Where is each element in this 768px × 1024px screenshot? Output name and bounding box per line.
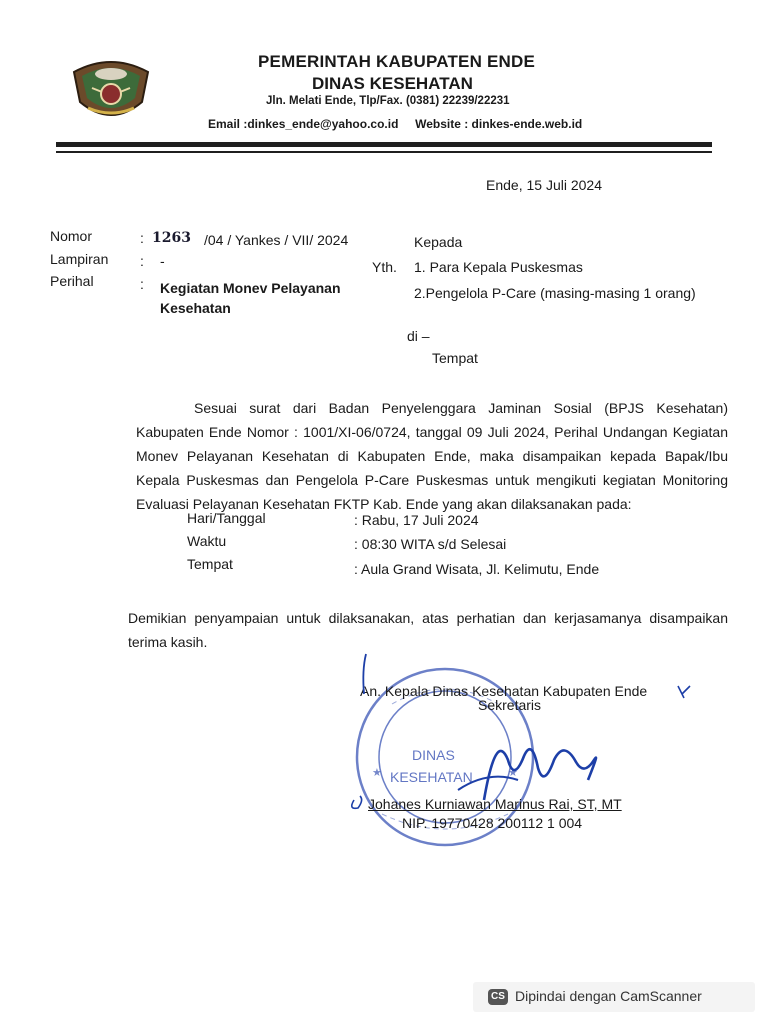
perihal-colon: : bbox=[140, 276, 144, 292]
signature-subtitle: Sekretaris bbox=[478, 697, 542, 713]
signature-title: An. Kepala Dinas Kesehatan Kabupaten Ende bbox=[360, 683, 648, 699]
di-label: di – bbox=[407, 328, 430, 344]
body-paragraph-text: Sesuai surat dari Badan Penyelenggara Jaminan Sosial (BPJS Kesehatan) Kabupaten Ende Nomor : 1001/XI-06/0724, tanggal 09 Juli 2024, Perihal Undangan Kegiatan Monev Pelayanan Kesehatan di Kabupaten Ende, maka disampaikan kepada Bapak/Ibu Kepala Puskesmas dan Pengelola P-Care Puskesmas untuk mengikuti kegiatan Monitoring Evaluasi Pelayanan Kesehatan FKTP Kab. Ende yang akan dilaksanakan pada: bbox=[136, 400, 728, 512]
lampiran-colon: : bbox=[140, 253, 144, 269]
handwritten-signature bbox=[338, 650, 608, 850]
checkmark-icon bbox=[676, 684, 692, 700]
camscanner-text: Dipindai dengan CamScanner bbox=[515, 988, 702, 1004]
svg-text:★: ★ bbox=[372, 767, 382, 779]
letter-date: Ende, 15 Juli 2024 bbox=[486, 177, 602, 193]
nomor-colon: : bbox=[140, 230, 144, 246]
nomor-value: /04 / Yankes / VII/ 2024 bbox=[204, 232, 349, 248]
yth-label: Yth. bbox=[372, 259, 397, 275]
detail-time-label: Waktu bbox=[187, 533, 227, 549]
svg-text:DINAS: DINAS bbox=[412, 747, 455, 763]
lampiran-label: Lampiran bbox=[50, 251, 109, 267]
signatory-name: Johanes Kurniawan Marinus Rai, ST, MT bbox=[368, 796, 622, 812]
svg-text:★: ★ bbox=[508, 767, 518, 779]
body-paragraph bbox=[136, 396, 728, 516]
header-contact: Email :dinkes_ende@yahoo.co.id Website : dinkes-ende.web.id bbox=[208, 117, 583, 131]
perihal-value-line2: Kesehatan bbox=[160, 300, 231, 316]
nomor-handwritten-number: 1263 bbox=[152, 230, 191, 246]
header-thick-rule bbox=[56, 142, 712, 147]
detail-time-value: : 08:30 WITA s/d Selesai bbox=[354, 536, 507, 552]
detail-place-value: : Aula Grand Wisata, Jl. Kelimutu, Ende bbox=[354, 561, 600, 577]
kepada-label: Kepada bbox=[414, 234, 463, 250]
closing-paragraph: Demikian penyampaian untuk dilaksanakan, atas perhatian dan kerjasamanya disampaikan terima kasih. bbox=[128, 610, 728, 650]
tempat-label: Tempat bbox=[432, 350, 478, 366]
perihal-label: Perihal bbox=[50, 273, 94, 289]
regency-emblem-logo bbox=[68, 52, 154, 126]
detail-date-label: Hari/Tanggal bbox=[187, 510, 266, 526]
header-thin-rule bbox=[56, 151, 712, 153]
nomor-label: Nomor bbox=[50, 228, 93, 244]
header-department: DINAS KESEHATAN bbox=[312, 74, 473, 93]
signatory-nip: NIP. 19770428 200112 1 004 bbox=[402, 815, 583, 831]
svg-text:KESEHATAN: KESEHATAN bbox=[390, 769, 473, 785]
camscanner-logo-icon: CS bbox=[488, 989, 508, 1005]
recipient-item-2: 2.Pengelola P-Care (masing-masing 1 orang) bbox=[414, 285, 696, 301]
detail-place-label: Tempat bbox=[187, 556, 233, 572]
recipient-item-1: 1. Para Kepala Puskesmas bbox=[414, 259, 583, 275]
detail-date-value: : Rabu, 17 Juli 2024 bbox=[354, 512, 479, 528]
perihal-value-line1: Kegiatan Monev Pelayanan bbox=[160, 280, 341, 296]
header-address: Jln. Melati Ende, Tlp/Fax. (0381) 22239/22231 bbox=[266, 95, 510, 107]
lampiran-value: - bbox=[160, 253, 165, 269]
header-government: PEMERINTAH KABUPATEN ENDE bbox=[258, 52, 536, 71]
